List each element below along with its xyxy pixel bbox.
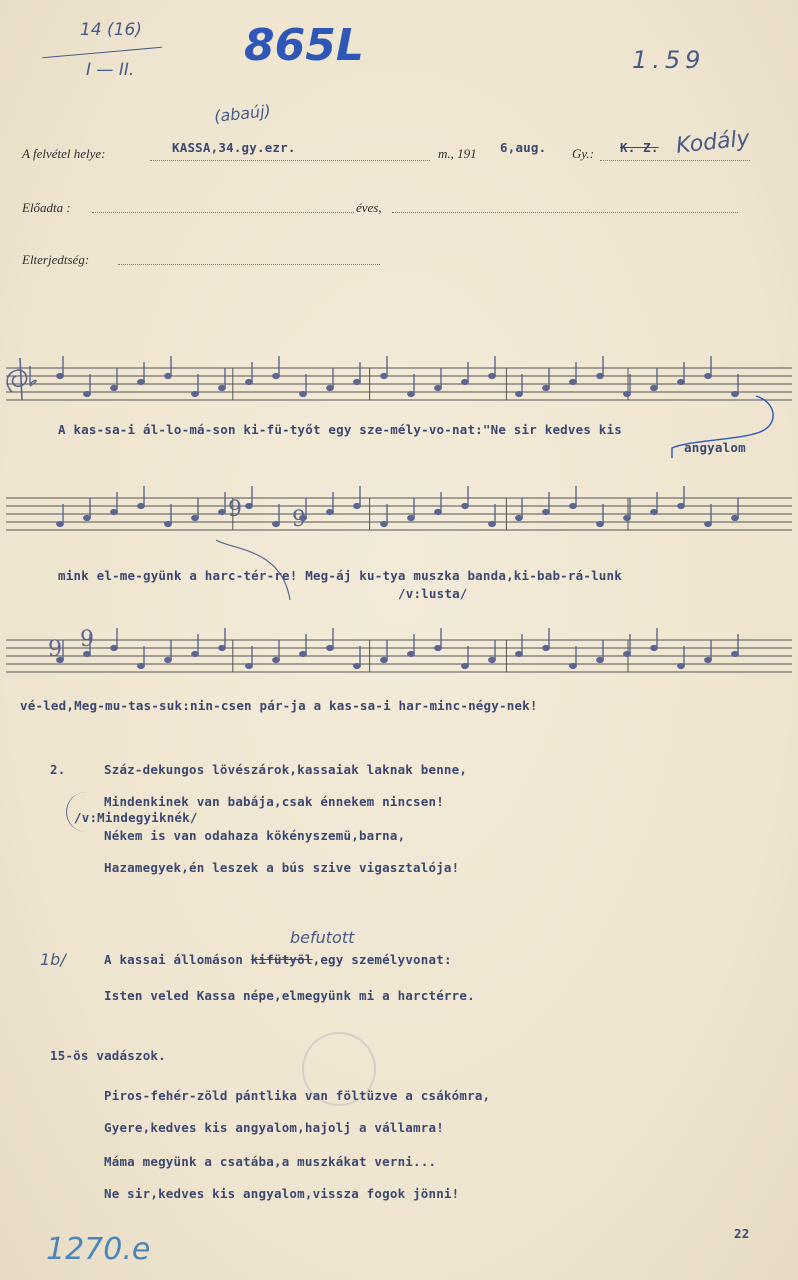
verse-15-line-3: Máma megyünk a csatába,a muszkákat verni... <box>104 1154 437 1169</box>
note-head <box>165 374 171 379</box>
verse-2-variant: /v:Mindegyiknék/ <box>74 810 198 825</box>
note-head <box>570 664 576 669</box>
note-head <box>489 374 495 379</box>
note-head <box>84 652 90 657</box>
note-head <box>111 646 117 651</box>
note-head <box>408 392 414 397</box>
note-head <box>543 510 549 515</box>
verse-2-number: 2. <box>50 762 66 777</box>
pencil-mark-9: 9 <box>292 507 306 532</box>
lyric-line-3: vé-led,Meg-mu-tas-suk:nin-csen pár-ja a kas-sa-i har-minc-négy-nek! <box>20 698 538 713</box>
note-head <box>543 386 549 391</box>
note-head <box>165 658 171 663</box>
note-head <box>273 374 279 379</box>
note-head <box>111 510 117 515</box>
note-head <box>381 522 387 527</box>
note-head <box>408 652 414 657</box>
note-head <box>111 386 117 391</box>
page-number: 22 <box>734 1226 750 1241</box>
note-head <box>192 652 198 657</box>
note-head <box>273 522 279 527</box>
place-label: A felvétel helye: <box>22 146 106 161</box>
note-head <box>462 504 468 509</box>
note-head <box>84 392 90 397</box>
note-head <box>597 522 603 527</box>
note-head <box>624 652 630 657</box>
note-head <box>327 386 333 391</box>
note-head <box>219 646 225 651</box>
note-head <box>165 522 171 527</box>
note-head <box>219 386 225 391</box>
note-head <box>678 504 684 509</box>
verse-2-line-1: Száz-dekungos lövészárok,kassaiak laknak benne, <box>104 762 468 777</box>
collector-handwritten: Kodály <box>674 126 751 159</box>
note-head <box>408 516 414 521</box>
lyric-variant-1: angyalom <box>684 440 746 455</box>
note-head <box>246 504 252 509</box>
verse-1b-line-2: Isten veled Kassa népe,elmegyünk mi a harctérre. <box>104 988 475 1003</box>
verse-1b-line-1-b: ,egy személyvonat: <box>312 952 452 967</box>
note-head <box>516 516 522 521</box>
note-head <box>597 374 603 379</box>
note-head <box>273 658 279 663</box>
note-head <box>651 510 657 515</box>
verse-1b-struck: kifütyöl <box>250 952 313 967</box>
note-head <box>462 380 468 385</box>
note-head <box>516 652 522 657</box>
verse-15-line-2: Gyere,kedves kis angyalom,hajolj a vállamra! <box>104 1120 444 1135</box>
note-head <box>435 646 441 651</box>
note-head <box>435 510 441 515</box>
verse-15-line-1: Piros-fehér-zöld pántlika van föltüzve a csákómra, <box>104 1088 491 1103</box>
collector-label: Gy.: <box>572 146 595 161</box>
verse-1b-line-1 <box>104 952 452 967</box>
note-head <box>354 504 360 509</box>
note-head <box>381 658 387 663</box>
note-head <box>327 510 333 515</box>
note-head <box>624 392 630 397</box>
note-head <box>705 374 711 379</box>
shelf-mark-top: 14 (16) <box>80 20 142 40</box>
verse-2-line-3: Nékem is van odahaza kökényszemü,barna, <box>104 828 406 843</box>
note-head <box>300 652 306 657</box>
verse-1b-number: 1b/ <box>40 950 66 969</box>
collector-struck: K. Z. <box>620 140 659 155</box>
note-head <box>462 664 468 669</box>
verse-15-heading: 15-ös vadászok. <box>50 1048 166 1063</box>
place-value: KASSA,34.gy.ezr. <box>172 140 296 155</box>
note-head <box>327 646 333 651</box>
note-head <box>192 516 198 521</box>
performer-label: Előadta : <box>22 200 71 215</box>
verse-2-line-2: Mindenkinek van babája,csak énnekem nincsen! <box>104 794 444 809</box>
note-head <box>678 380 684 385</box>
verse-1b-insert: befutott <box>290 928 355 947</box>
note-head <box>57 522 63 527</box>
pencil-mark-9: 9 <box>80 627 94 652</box>
place-handwritten-note: (abaúj) <box>213 101 272 126</box>
archive-number: 1270.e <box>46 1232 151 1267</box>
note-head <box>624 516 630 521</box>
note-head <box>516 392 522 397</box>
note-head <box>381 374 387 379</box>
note-head <box>435 386 441 391</box>
note-head <box>354 380 360 385</box>
note-head <box>570 380 576 385</box>
verse-1b-line-1-a: A kassai állomáson <box>104 952 244 967</box>
note-head <box>138 504 144 509</box>
verse-2-line-4: Hazamegyek,én leszek a bús szive vigasztalója! <box>104 860 460 875</box>
shelf-mark-bottom: I — II. <box>86 60 135 80</box>
note-head <box>489 522 495 527</box>
note-head <box>732 392 738 397</box>
note-head <box>84 516 90 521</box>
note-head <box>732 652 738 657</box>
page-reference: 1.59 <box>632 46 706 74</box>
lyric-line-2: mink el-me-gyünk a harc-tér-re! Meg-áj ku-tya muszka banda,ki-bab-rá-lunk <box>58 568 622 583</box>
date-value: 6,aug. <box>500 140 547 155</box>
year-label: m., 191 <box>438 146 477 161</box>
note-head <box>192 392 198 397</box>
lyric-variant-2: /v:lusta/ <box>398 586 468 601</box>
note-head <box>678 664 684 669</box>
note-head <box>651 646 657 651</box>
catalog-number: 865L <box>244 20 364 71</box>
age-label: éves, <box>356 200 382 215</box>
note-head <box>732 516 738 521</box>
pencil-mark-9: 9 <box>48 637 62 662</box>
note-head <box>705 522 711 527</box>
verse-15-line-4: Ne sir,kedves kis angyalom,vissza fogok jönni! <box>104 1186 460 1201</box>
note-head <box>570 504 576 509</box>
note-head <box>705 658 711 663</box>
note-head <box>651 386 657 391</box>
note-head <box>57 374 63 379</box>
note-head <box>138 664 144 669</box>
variant-curve <box>66 792 97 832</box>
note-head <box>138 380 144 385</box>
note-head <box>354 664 360 669</box>
note-head <box>543 646 549 651</box>
note-head <box>489 658 495 663</box>
note-head <box>219 510 225 515</box>
lyric-line-1: A kas-sa-i ál-lo-má-son ki-fü-tyőt egy sze-mély-vo-nat:"Ne sir kedves kis <box>58 422 622 437</box>
note-head <box>597 658 603 663</box>
treble-clef <box>7 358 26 400</box>
note-head <box>246 380 252 385</box>
note-head <box>300 392 306 397</box>
note-head <box>246 664 252 669</box>
spread-label: Elterjedtség: <box>22 252 90 267</box>
pencil-mark-9: 9 <box>228 497 242 522</box>
